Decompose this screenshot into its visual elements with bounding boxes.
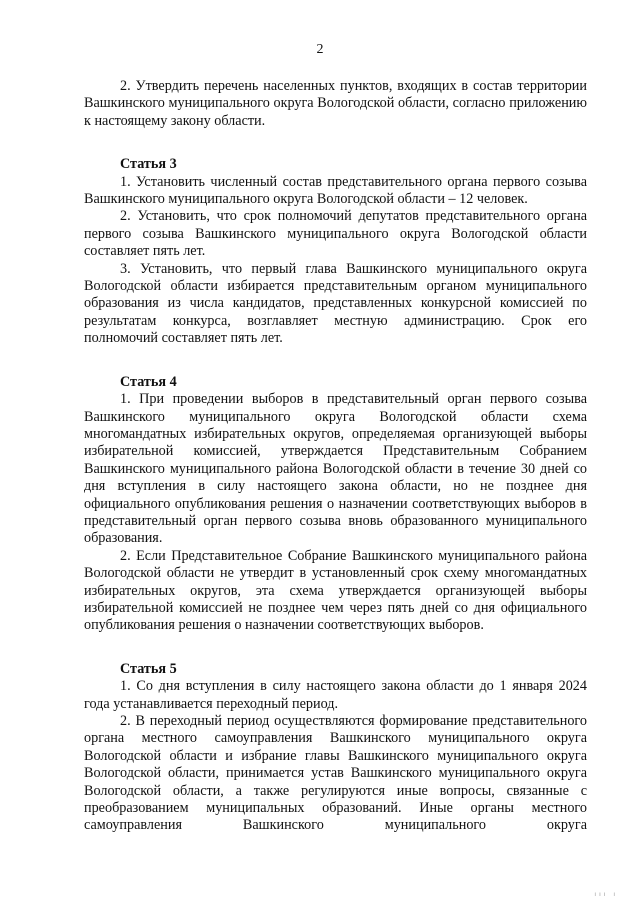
intro-paragraph: 2. Утвердить перечень населенных пунктов, входящих в состав территории Вашкинского муниципального округа Вологодской области, согласно приложению к настоящему закону области. bbox=[84, 78, 587, 129]
document-body bbox=[84, 78, 587, 835]
article-4-item-2: 2. Если Представительное Собрание Вашкинского муниципального района Вологодской области не утвердит в установленный срок схему многомандатных избирательных округов, эта схема утверждается организующей выборы избирательной комиссией не позднее чем через пять дней со дня официального опубликования решения о назначении соответствующих выборов. bbox=[84, 547, 587, 634]
article-3 bbox=[84, 156, 587, 347]
article-3-item-1: 1. Установить численный состав представительного органа первого созыва Вашкинского муниципального округа Вологодской области – 12 человек. bbox=[84, 173, 587, 208]
article-5-item-1: 1. Со дня вступления в силу настоящего закона области до 1 января 2024 года устанавливается переходный период. bbox=[84, 678, 587, 712]
article-5-item-2: 2. В переходный период осуществляются формирование представительного органа местного самоуправления Вашкинского муниципального округа Вологодской области и избрание главы Вашкинского муниципального округа Вологодской области, принимается устав Вашкинского муниципального округа Вологодской области, а также регулируются иные вопросы, связанные с преобразованием муниципальных образований. Иные органы местного самоуправления Вашкинского муниципального округа bbox=[84, 713, 587, 834]
article-5 bbox=[84, 661, 587, 835]
article-4-title: Статья 4 bbox=[120, 373, 177, 390]
page-number: 2 bbox=[316, 42, 324, 57]
article-3-title: Статья 3 bbox=[120, 156, 177, 173]
article-3-item-2: 2. Установить, что срок полномочий депутатов представительного органа первого созыва Вашкинского муниципального округа Вологодской области составляет пять лет. bbox=[84, 208, 587, 260]
spacer bbox=[84, 130, 587, 156]
article-4 bbox=[84, 374, 587, 635]
article-5-title: Статья 5 bbox=[120, 660, 177, 677]
footer-mark: ııı ı bbox=[594, 891, 618, 898]
spacer bbox=[84, 348, 587, 374]
spacer bbox=[84, 635, 587, 661]
article-4-item-1: 1. При проведении выборов в представительный орган первого созыва Вашкинского муниципального округа Вологодской области схема многомандатных избирательных округов, определяемая организующей выборы избирательной комиссией, утверждается Представительным Собранием Вашкинского муниципального района Вологодской области в течение 30 дней со дня вступления в силу настоящего закона области, но не позднее дня официального опубликования решения о назначении соответствующих выборов в представительный орган первого созыва вновь образованного муниципального образования. bbox=[84, 391, 587, 547]
article-3-item-3: 3. Установить, что первый глава Вашкинского муниципального округа Вологодской области избирается представительным органом муниципального образования из числа кандидатов, представленных конкурсной комиссией по результатам конкурса, возглавляет местную администрацию. Срок его полномочий составляет пять лет. bbox=[84, 260, 587, 347]
